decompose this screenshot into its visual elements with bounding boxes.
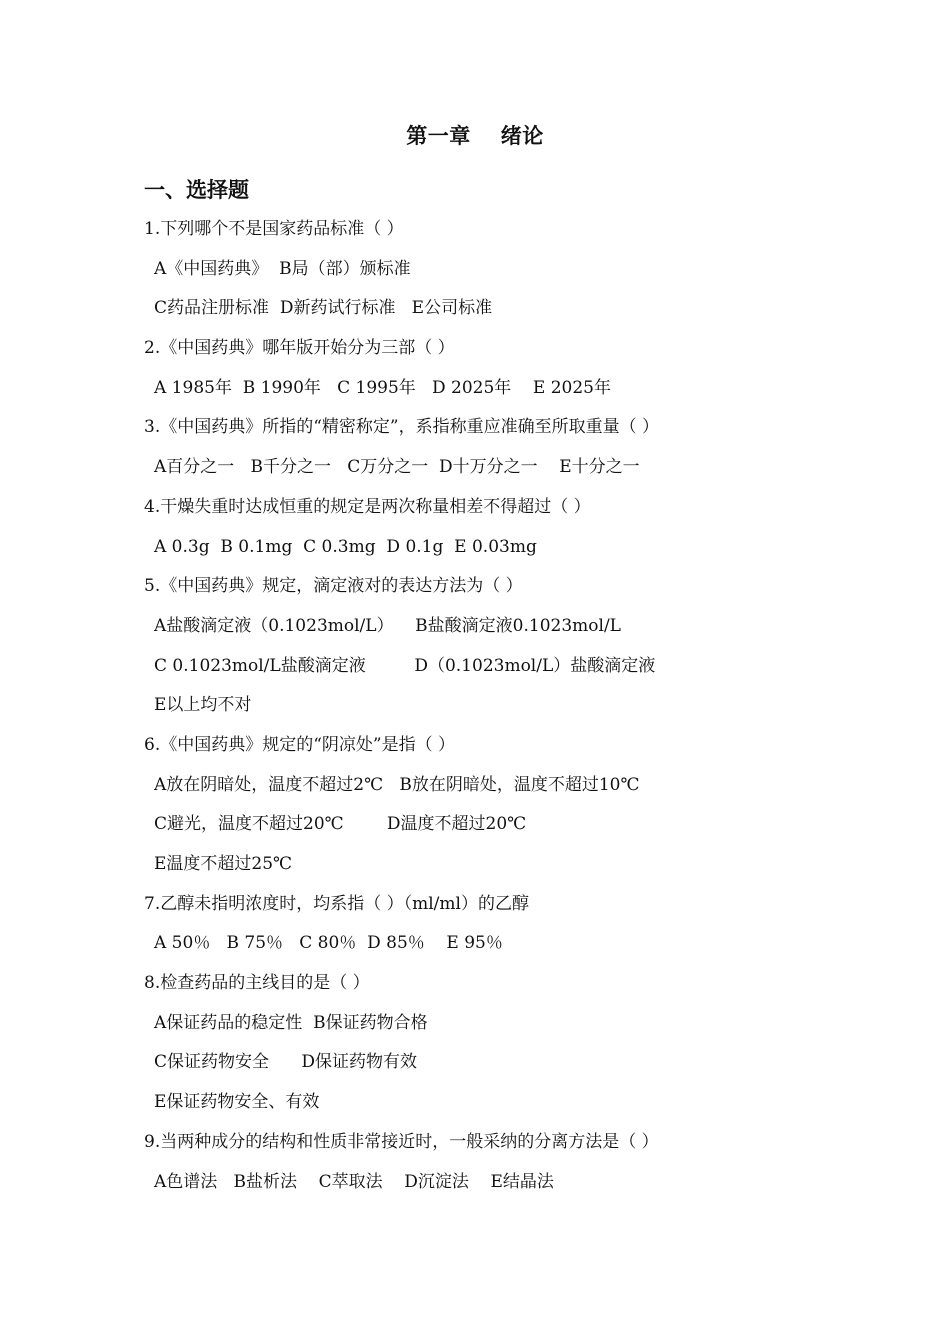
option-line: C避光，温度不超过20℃ D温度不超过20℃ [154,814,527,835]
option-line: C药品注册标准 D新药试行标准 E公司标准 [154,298,493,319]
option-line: C保证药物安全 D保证药物有效 [154,1052,418,1073]
option-line: A放在阴暗处，温度不超过2℃ B放在阴暗处，温度不超过10℃ [154,774,640,795]
option-line: A盐酸滴定液（0.1023mol/L） B盐酸滴定液0.1023mol/L [154,615,621,636]
question-list [144,210,824,1202]
option-line: E温度不超过25℃ [154,854,293,874]
question-stem: 4.干燥失重时达成恒重的规定是两次称量相差不得超过（ ） [144,496,591,517]
chapter-name: 绪论 [500,124,544,148]
option-line: A 0.3g B 0.1mg C 0.3mg D 0.1g E 0.03mg [154,536,537,557]
chapter-number: 第一章 [406,124,471,148]
question-stem: 6.《中国药典》规定的“阴凉处”是指（ ） [144,734,456,755]
option-line: A保证药品的稳定性 B保证药物合格 [154,1012,428,1033]
option-line: C 0.1023mol/L盐酸滴定液 D（0.1023mol/L）盐酸滴定液 [154,655,656,676]
question-stem: 3.《中国药典》所指的“精密称定”，系指称重应准确至所取重量（ ） [144,417,660,438]
option-line: A百分之一 B千分之一 C万分之一 D十万分之一 E十分之一 [154,457,640,478]
option-line: A《中国药典》 B局（部）颁标准 [154,258,411,279]
option-line: E以上均不对 [154,695,252,716]
question-stem: 2.《中国药典》哪年版开始分为三部（ ） [144,338,455,359]
question-stem: 5.《中国药典》规定，滴定液对的表达方法为（ ） [144,576,523,597]
section-heading: 一、选择题 [144,178,249,202]
question-stem: 1.下列哪个不是国家药品标准（ ） [144,219,404,239]
question-stem: 8.检查药品的主线目的是（ ） [144,973,370,994]
option-line: E保证药物安全、有效 [154,1092,320,1113]
question-stem: 9.当两种成分的结构和性质非常接近时，一般采纳的分离方法是（ ） [144,1131,659,1152]
question-stem: 7.乙醇未指明浓度时，均系指（ ）（ml/ml）的乙醇 [144,893,529,914]
option-line: A 1985年 B 1990年 C 1995年 D 2025年 E 2025年 [154,377,611,398]
option-line: A色谱法 B盐析法 C萃取法 D沉淀法 E结晶法 [154,1171,554,1192]
option-line: A 50％ B 75％ C 80％ D 85％ E 95％ [154,933,503,954]
chapter-title [0,120,950,150]
